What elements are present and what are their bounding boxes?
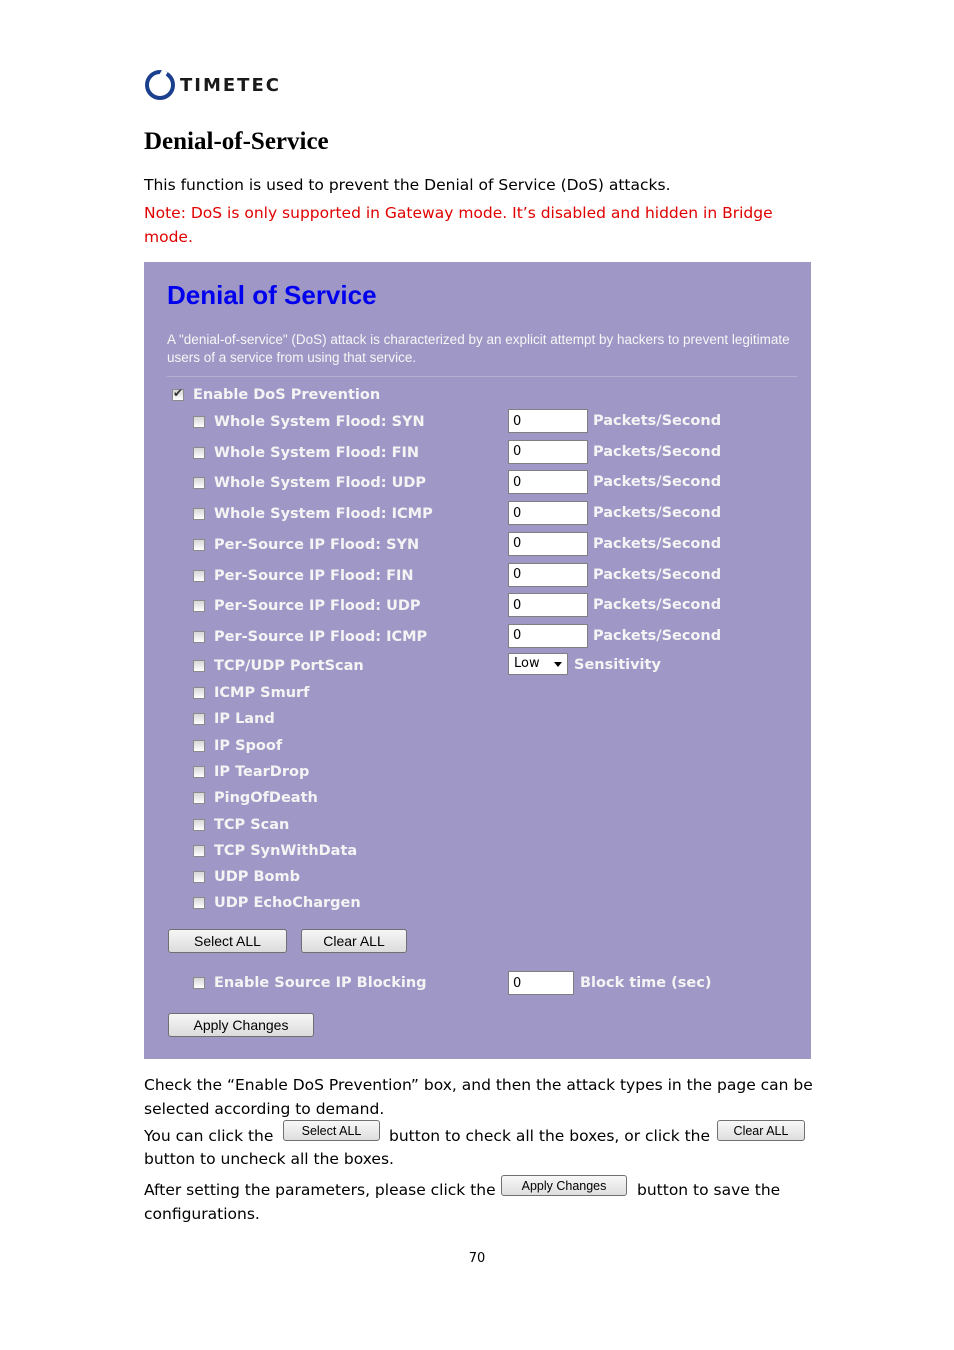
attack-type-row bbox=[193, 867, 300, 887]
flood-row bbox=[193, 535, 419, 555]
dos-settings-panel bbox=[144, 262, 811, 1059]
portscan-row bbox=[193, 656, 364, 676]
setting-text-b: button to save the bbox=[637, 1181, 781, 1199]
panel-description: A "denial-of-service" (DoS) attack is characterized by an explicit attempt by hackers to prevent legitimate users of a service from using that service. bbox=[167, 332, 790, 365]
packets-per-second-label: Packets/Second bbox=[593, 505, 722, 522]
portscan-label: TCP/UDP PortScan bbox=[214, 658, 364, 674]
attack-type-label: IP Land bbox=[214, 711, 275, 728]
packets-per-second-label: Packets/Second bbox=[593, 627, 722, 644]
flood-checkbox[interactable] bbox=[193, 447, 205, 459]
flood-checkbox[interactable] bbox=[193, 508, 205, 520]
attack-type-row bbox=[193, 736, 282, 756]
flood-row bbox=[193, 566, 414, 586]
attack-type-checkbox[interactable] bbox=[193, 766, 205, 778]
sensitivity-label: Sensitivity bbox=[574, 657, 661, 673]
timetec-logo-mark-icon bbox=[145, 70, 175, 100]
packets-per-second-label: Packets/Second bbox=[593, 474, 722, 491]
attack-type-row bbox=[193, 815, 289, 835]
flood-threshold-input[interactable] bbox=[508, 409, 588, 433]
attack-type-row bbox=[193, 762, 309, 782]
panel-title: Denial of Service bbox=[167, 280, 377, 310]
flood-checkbox[interactable] bbox=[193, 416, 205, 428]
enable-dos-label: Enable DoS Prevention bbox=[193, 387, 381, 403]
flood-checkbox[interactable] bbox=[193, 631, 205, 643]
attack-type-label: UDP EchoChargen bbox=[214, 895, 361, 912]
flood-checkbox[interactable] bbox=[193, 539, 205, 551]
packets-per-second-label: Packets/Second bbox=[593, 535, 722, 552]
section-title: Denial-of-Service bbox=[144, 128, 329, 155]
flood-label: Whole System Flood: ICMP bbox=[214, 506, 433, 523]
flood-row bbox=[193, 627, 427, 647]
panel-divider bbox=[167, 376, 797, 377]
attack-type-checkbox[interactable] bbox=[193, 713, 205, 725]
enable-dos-checkbox[interactable] bbox=[172, 389, 184, 401]
timetec-logo bbox=[145, 69, 281, 101]
attack-type-row bbox=[193, 709, 275, 729]
attack-type-label: ICMP Smurf bbox=[214, 685, 310, 701]
flood-label: Per-Source IP Flood: FIN bbox=[214, 567, 414, 584]
sensitivity-select[interactable] bbox=[508, 653, 568, 675]
flood-checkbox[interactable] bbox=[193, 477, 205, 489]
source-ip-blocking-row bbox=[193, 973, 427, 993]
click-text-b: button to check all the boxes, or click the bbox=[389, 1127, 711, 1145]
sensitivity-value: Low bbox=[514, 656, 540, 671]
attack-type-row bbox=[193, 841, 357, 861]
attack-type-row bbox=[193, 893, 361, 913]
attack-type-label: TCP SynWithData bbox=[214, 842, 358, 859]
flood-label: Whole System Flood: SYN bbox=[214, 414, 425, 430]
chevron-down-icon bbox=[554, 662, 562, 667]
note-line-1: Note: DoS is only supported in Gateway mode. It’s disabled and hidden in Bridge bbox=[144, 204, 773, 222]
clear-all-button[interactable]: Clear ALL bbox=[301, 929, 407, 953]
click-text-a: You can click the bbox=[144, 1127, 274, 1145]
after-line-1: Check the “Enable DoS Prevention” box, and then the attack types in the page can be bbox=[144, 1076, 813, 1094]
block-time-label: Block time (sec) bbox=[580, 975, 712, 991]
flood-row bbox=[193, 412, 425, 432]
flood-row bbox=[193, 473, 426, 493]
note-line-2: mode. bbox=[144, 228, 193, 246]
portscan-checkbox[interactable] bbox=[193, 660, 205, 672]
flood-threshold-input[interactable] bbox=[508, 440, 588, 464]
attack-type-checkbox[interactable] bbox=[193, 687, 205, 699]
attack-type-label: IP Spoof bbox=[214, 737, 283, 754]
flood-checkbox[interactable] bbox=[193, 600, 205, 612]
flood-threshold-input[interactable] bbox=[508, 470, 588, 494]
packets-per-second-label: Packets/Second bbox=[593, 597, 722, 614]
attack-type-label: IP TearDrop bbox=[214, 763, 310, 780]
intro-text: This function is used to prevent the Denial of Service (DoS) attacks. bbox=[144, 176, 671, 194]
setting-text-a: After setting the parameters, please click the bbox=[144, 1181, 496, 1199]
flood-threshold-input[interactable] bbox=[508, 563, 588, 587]
source-ip-blocking-label: Enable Source IP Blocking bbox=[214, 975, 427, 991]
flood-row bbox=[193, 504, 433, 524]
attack-type-checkbox[interactable] bbox=[193, 845, 205, 857]
attack-type-checkbox[interactable] bbox=[193, 871, 205, 883]
packets-per-second-label: Packets/Second bbox=[593, 443, 722, 460]
flood-label: Whole System Flood: UDP bbox=[214, 475, 427, 492]
attack-type-row bbox=[193, 788, 318, 808]
attack-type-checkbox[interactable] bbox=[193, 897, 205, 909]
flood-label: Whole System Flood: FIN bbox=[214, 444, 420, 461]
attack-type-checkbox[interactable] bbox=[193, 740, 205, 752]
click-text-c: button to uncheck all the boxes. bbox=[144, 1150, 394, 1168]
packets-per-second-label: Packets/Second bbox=[593, 413, 722, 429]
block-time-input[interactable] bbox=[508, 971, 574, 995]
flood-threshold-input[interactable] bbox=[508, 501, 588, 525]
logo-text: TIMETEC bbox=[180, 74, 281, 96]
flood-label: Per-Source IP Flood: SYN bbox=[214, 536, 420, 553]
attack-type-row bbox=[193, 683, 309, 703]
inline-clear-all-button: Clear ALL bbox=[717, 1120, 805, 1141]
flood-row bbox=[193, 443, 419, 463]
inline-select-all-button: Select ALL bbox=[283, 1120, 380, 1141]
select-all-button[interactable]: Select ALL bbox=[168, 929, 287, 953]
attack-type-checkbox[interactable] bbox=[193, 792, 205, 804]
attack-type-label: UDP Bomb bbox=[214, 869, 300, 886]
attack-type-checkbox[interactable] bbox=[193, 819, 205, 831]
flood-row bbox=[193, 596, 421, 616]
attack-type-label: TCP Scan bbox=[214, 816, 290, 833]
flood-threshold-input[interactable] bbox=[508, 593, 588, 617]
flood-label: Per-Source IP Flood: UDP bbox=[214, 598, 421, 615]
inline-apply-changes-button: Apply Changes bbox=[501, 1175, 627, 1196]
apply-changes-button[interactable]: Apply Changes bbox=[168, 1013, 314, 1037]
after-line-2: selected according to demand. bbox=[144, 1100, 385, 1118]
setting-text-c: configurations. bbox=[144, 1205, 260, 1223]
source-ip-blocking-checkbox[interactable] bbox=[193, 977, 205, 989]
flood-checkbox[interactable] bbox=[193, 570, 205, 582]
packets-per-second-label: Packets/Second bbox=[593, 566, 722, 583]
flood-label: Per-Source IP Flood: ICMP bbox=[214, 628, 428, 645]
flood-threshold-input[interactable] bbox=[508, 532, 588, 556]
attack-type-label: PingOfDeath bbox=[214, 790, 318, 807]
flood-threshold-input[interactable] bbox=[508, 624, 588, 648]
enable-dos-row bbox=[172, 385, 380, 405]
page-number: 70 bbox=[468, 1251, 486, 1266]
